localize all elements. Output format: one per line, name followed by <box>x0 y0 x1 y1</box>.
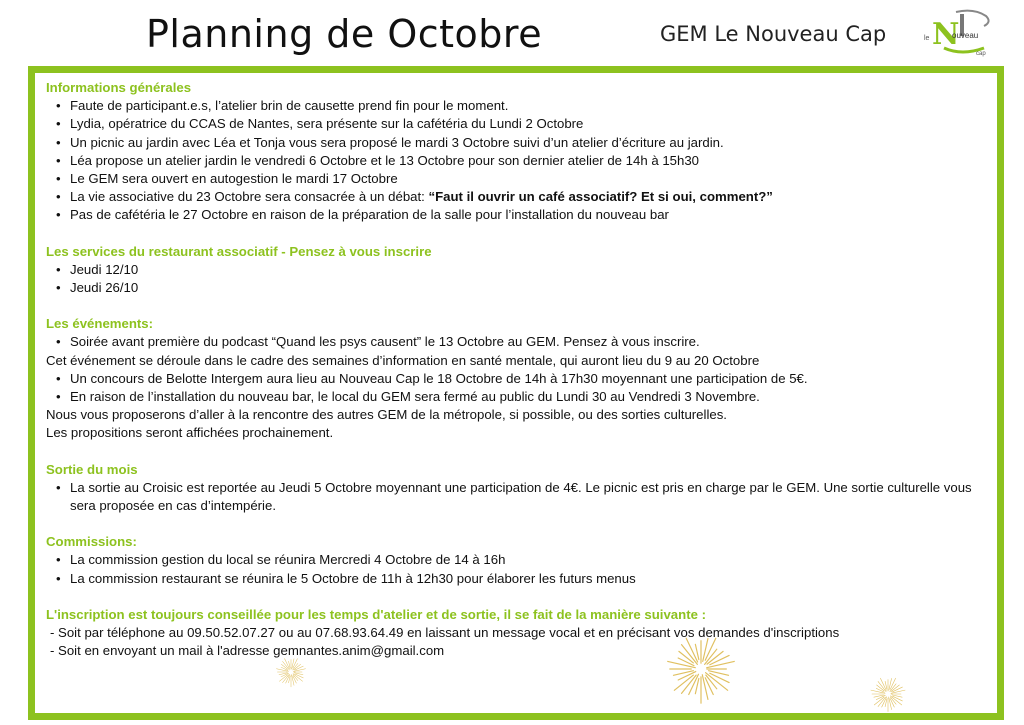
events-list-1 <box>46 333 996 351</box>
list-item: • La commission restaurant se réunira le 5 Octobre de 11h à 12h30 pour élaborer les futurs menus <box>46 570 996 588</box>
section-heading-commissions: Commissions: <box>46 534 137 550</box>
svg-text:N: N <box>932 17 960 52</box>
firework-icon <box>868 674 908 714</box>
restaurant-list <box>46 261 996 297</box>
list-item: • Un concours de Belotte Intergem aura lieu au Nouveau Cap le 18 Octobre de 14h à 17h30 moyennant une participation de 5€. <box>46 370 996 388</box>
list-item: • Jeudi 12/10 <box>46 261 996 279</box>
list-item: • En raison de l’installation du nouveau bar, le local du GEM sera fermé au public du Lundi 30 au Vendredi 3 Novembre. <box>46 388 996 406</box>
list-item: • Lydia, opératrice du CCAS de Nantes, sera présente sur la cafétéria du Lundi 2 Octobre <box>46 115 996 133</box>
section-heading-outing: Sortie du mois <box>46 461 138 477</box>
list-item <box>46 188 996 206</box>
firework-ray <box>283 661 290 670</box>
list-item: • La sortie au Croisic est reportée au Jeudi 5 Octobre moyennant une participation de 4€. Le picnic est pris en charge par le GEM. Une sortie culturelle vous sera proposée en cas d’intempérie. <box>46 479 996 515</box>
list-item: • Le GEM sera ouvert en autogestion le mardi 17 Octobre <box>46 170 996 188</box>
page-title: Planning de Octobre <box>146 12 543 56</box>
events-note: Les propositions seront affichées prochainement. <box>46 425 334 441</box>
firework-ray <box>889 678 892 690</box>
commissions-list <box>46 551 996 587</box>
section-heading-signup: L'inscription est toujours conseillée pour les temps d'atelier et de sortie, il se fait de la manière suivante : <box>46 606 706 622</box>
nouveau-cap-logo <box>922 8 996 58</box>
list-item: • Soirée avant première du podcast “Quand les psys causent” le 13 Octobre au GEM. Pensez à vous inscrire. <box>46 333 996 351</box>
firework-ray <box>890 696 901 705</box>
signup-email: - Soit en envoyant un mail à l'adresse gemnantes.anim@gmail.com <box>50 643 445 659</box>
list-item: • La commission gestion du local se réunira Mercredi 4 Octobre de 14 à 16h <box>46 551 996 569</box>
svg-text:ouveau: ouveau <box>952 31 979 40</box>
firework-ray <box>703 639 708 662</box>
events-list-2 <box>46 370 996 406</box>
events-note: Nous vous proposerons d’aller à la rencontre des autres GEM de la métropole, si possible, ou des sorties culturelles. <box>46 407 727 423</box>
planning-content <box>46 79 996 660</box>
list-item: • Un picnic au jardin avec Léa et Tonja vous sera proposé le mardi 3 Octobre suivi d’un atelier d’écriture au jardin. <box>46 134 996 152</box>
signup-phone: - Soit par téléphone au 09.50.52.07.27 ou au 07.68.93.64.49 en laissant un message vocal et en précisant vos demandes d'inscriptions <box>50 625 840 641</box>
list-item: • Jeudi 26/10 <box>46 279 996 297</box>
svg-text:cap: cap <box>976 51 986 57</box>
list-item: • Pas de cafétéria le 27 Octobre en raison de la préparation de la salle pour l’installation du nouveau bar <box>46 206 996 224</box>
firework-ray <box>293 674 303 682</box>
info-list <box>46 97 996 224</box>
section-heading-restaurant: Les services du restaurant associatif - Pensez à vous inscrire <box>46 243 432 259</box>
organization-name: GEM Le Nouveau Cap <box>660 22 887 46</box>
firework-ray <box>682 645 698 665</box>
list-item: • Léa propose un atelier jardin le vendredi 6 Octobre et le 13 Octobre pour son dernier atelier de 14h à 15h30 <box>46 152 996 170</box>
firework-ray <box>878 681 886 691</box>
events-note: Cet événement se déroule dans le cadre des semaines d’information en santé mentale, qui auront lieu du 9 au 20 Octobre <box>46 352 760 368</box>
section-heading-info: Informations générales <box>46 80 192 95</box>
debate-text: La vie associative du 23 Octobre sera consacrée à un débat: <box>70 189 429 205</box>
firework-ray <box>292 659 294 669</box>
firework-ray <box>706 673 728 691</box>
debate-question: “Faut il ouvrir un café associatif? Et si oui, comment?” <box>428 189 773 205</box>
svg-text:le: le <box>924 35 930 42</box>
firework-icon <box>274 655 308 689</box>
list-item: • Faute de participant.e.s, l’atelier brin de causette prend fin pour le moment. <box>46 97 996 115</box>
outing-list <box>46 479 996 515</box>
firework-icon <box>662 630 740 708</box>
section-heading-events: Les événements: <box>46 316 154 332</box>
